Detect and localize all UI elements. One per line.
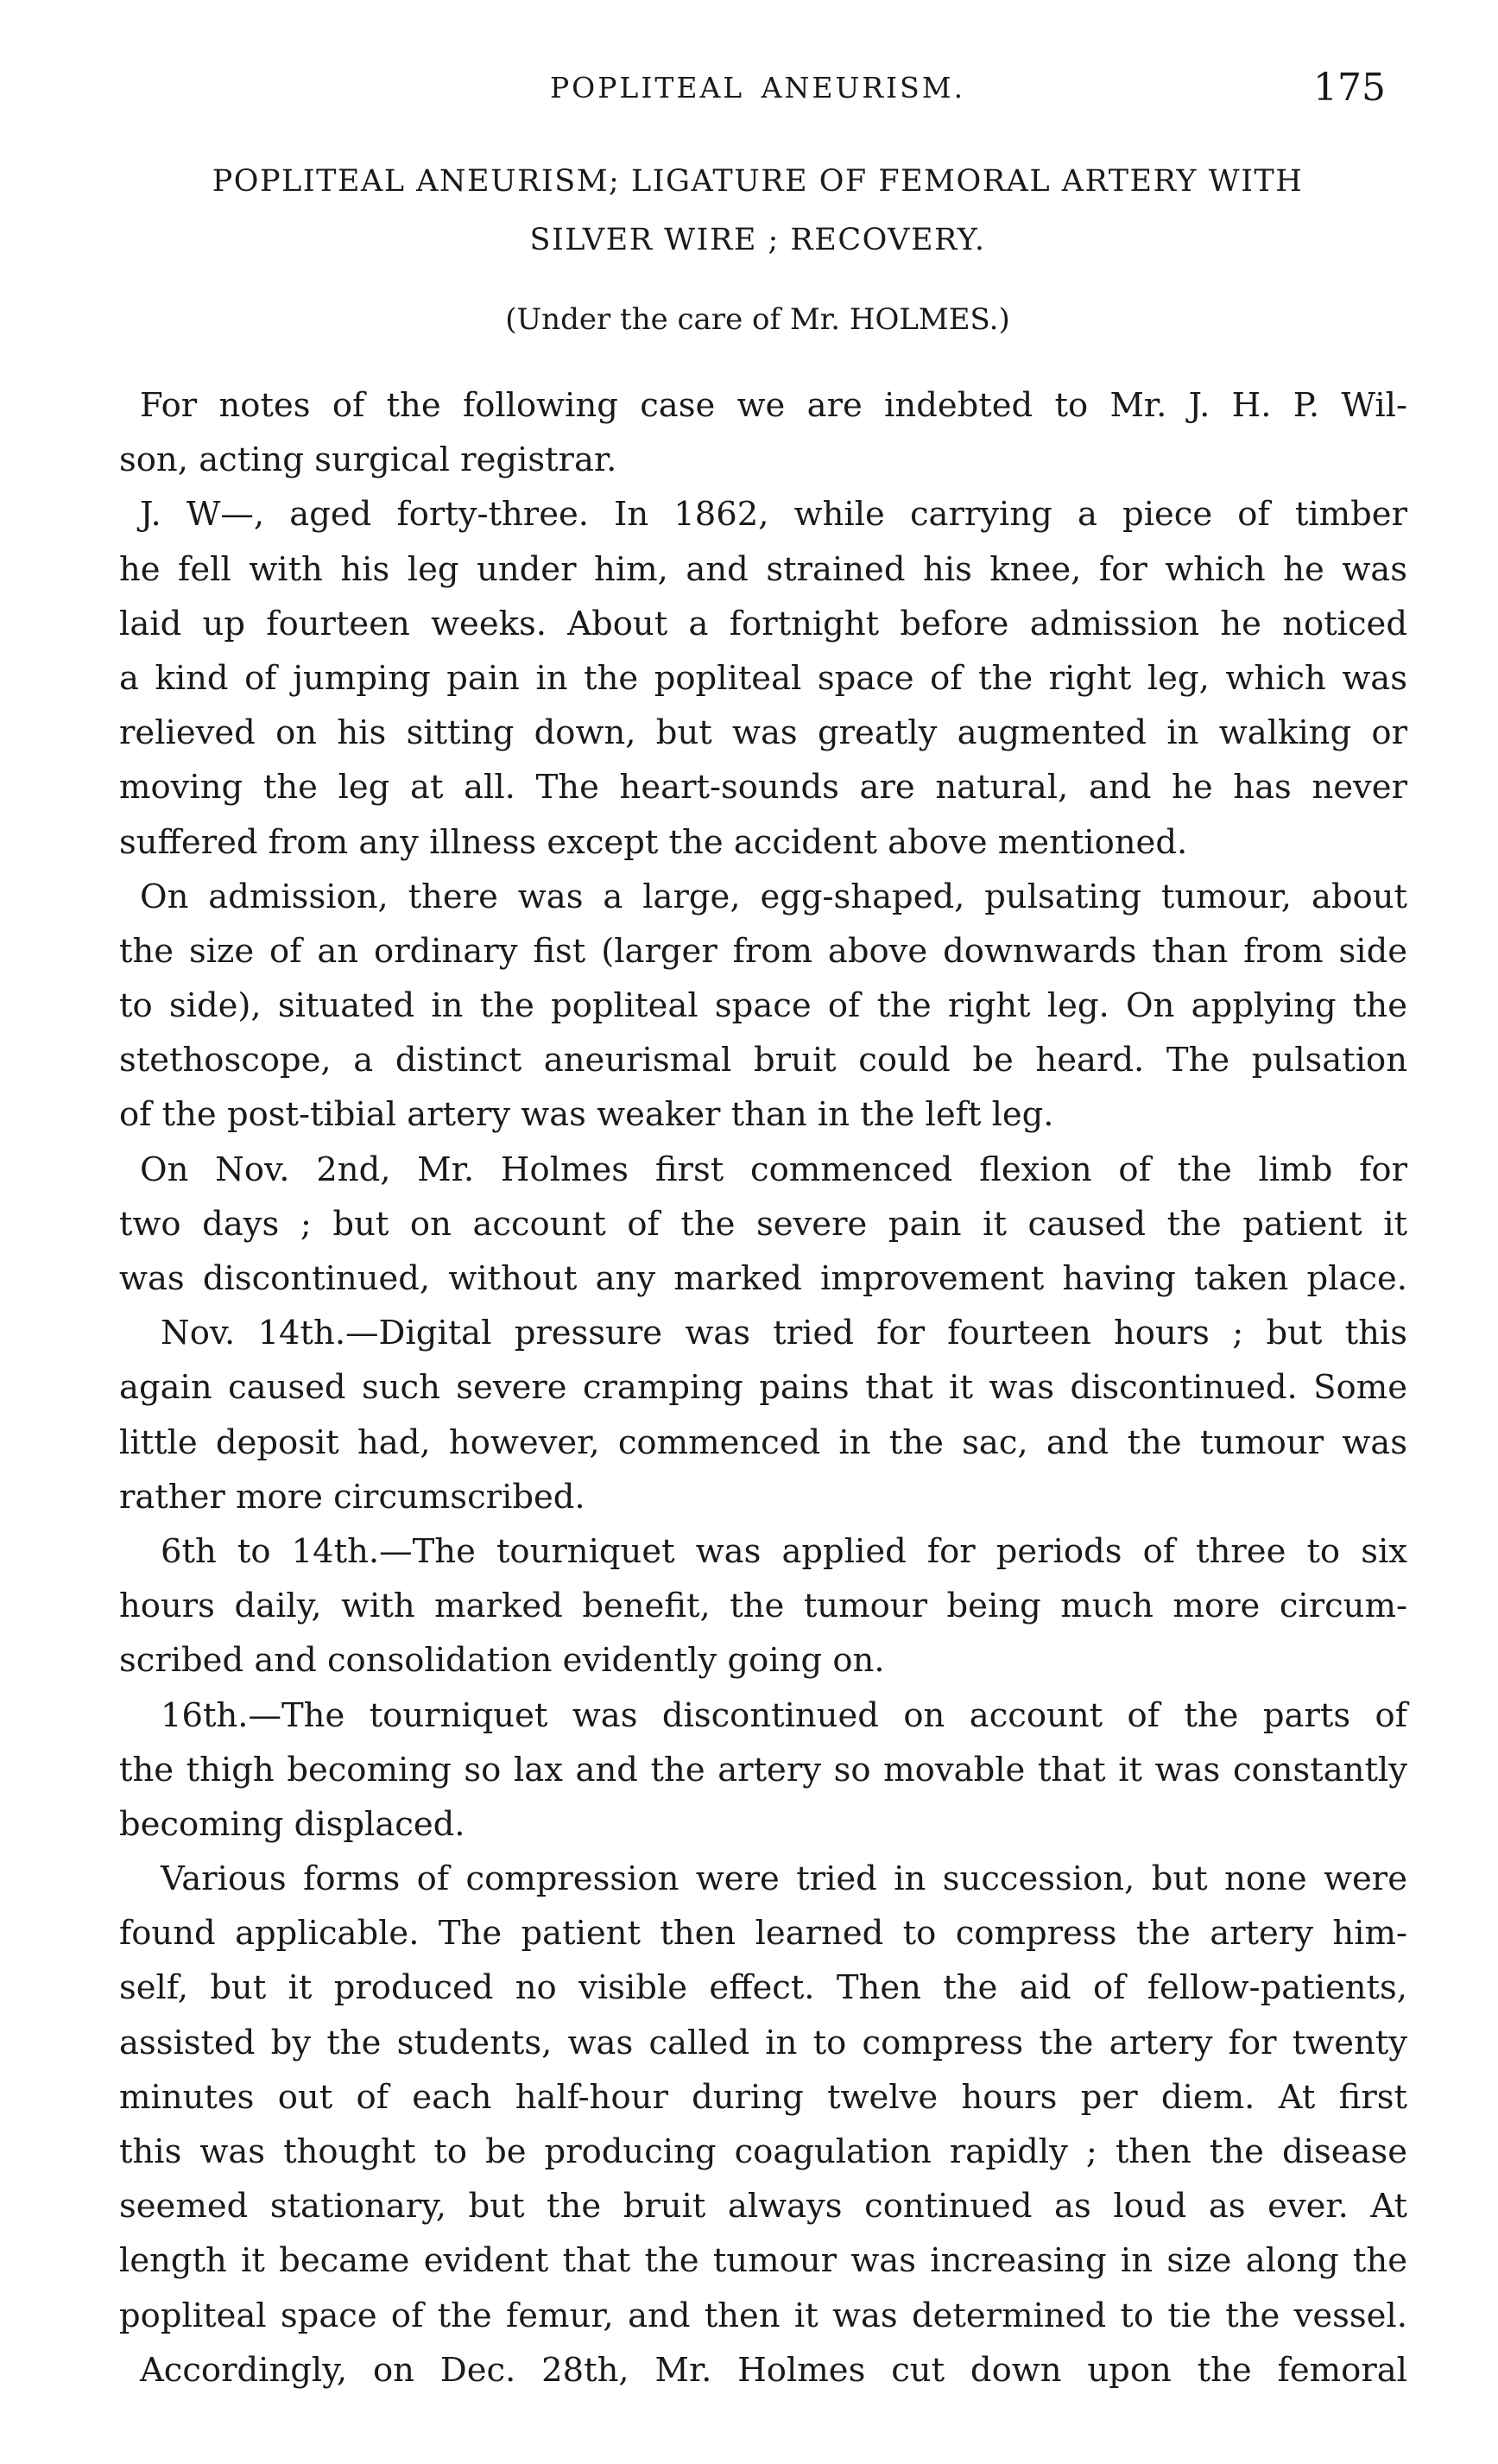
- body-line: rather more circumscribed.: [119, 1477, 585, 1517]
- body-line: On Nov. 2nd, Mr. Holmes first commenced flexion of the limb for: [140, 1150, 1407, 1189]
- body-line: to side), situated in the popliteal space of the right leg. On applying the: [119, 986, 1407, 1026]
- body-line: the size of an ordinary fist (larger from above downwards than from side: [119, 931, 1407, 971]
- body-line: the thigh becoming so lax and the artery so movable that it was constantly: [119, 1750, 1407, 1789]
- body-line: Nov. 14th.—Digital pressure was tried for fourteen hours ; but this: [161, 1314, 1407, 1353]
- page-number: 175: [1313, 66, 1386, 110]
- body-line: laid up fourteen weeks. About a fortnight before admission he noticed: [119, 604, 1407, 643]
- article-title-line-1: POPLITEAL ANEURISM; LIGATURE OF FEMORAL ARTERY WITH: [212, 164, 1304, 199]
- article-title: [121, 152, 1394, 269]
- body-line: a kind of jumping pain in the popliteal space of the right leg, which was: [119, 658, 1407, 698]
- body-line: of the post-tibial artery was weaker than in the left leg.: [119, 1095, 1054, 1135]
- body-line: popliteal space of the femur, and then it was determined to tie the vessel.: [119, 2296, 1407, 2335]
- body-line: 16th.—The tourniquet was discontinued on account of the parts of: [161, 1695, 1407, 1735]
- body-line: seemed stationary, but the bruit always continued as loud as ever. At: [119, 2187, 1407, 2226]
- body-line: Accordingly, on Dec. 28th, Mr. Holmes cut down upon the femoral: [140, 2350, 1407, 2390]
- care-note: (Under the care of Mr. HOLMES.): [505, 302, 1010, 337]
- body-line: For notes of the following case we are indebted to Mr. J. H. P. Wil-: [140, 386, 1407, 425]
- running-head: [130, 66, 1386, 119]
- body-line: relieved on his sitting down, but was greatly augmented in walking or: [119, 713, 1407, 753]
- body-line: J. W—, aged forty-three. In 1862, while carrying a piece of timber: [140, 495, 1407, 535]
- article-title-line-2: SILVER WIRE ; RECOVERY.: [529, 223, 986, 257]
- body-line: moving the leg at all. The heart-sounds are natural, and he has never: [119, 768, 1407, 808]
- body-line: suffered from any illness except the accident above mentioned.: [119, 822, 1188, 862]
- body-line: On admission, there was a large, egg-shaped, pulsating tumour, about: [140, 877, 1407, 916]
- body-line: scribed and consolidation evidently going on.: [119, 1641, 885, 1681]
- body-line: again caused such severe cramping pains that it was discontinued. Some: [119, 1368, 1407, 1408]
- body-line: self, but it produced no visible effect. Then the aid of fellow-patients,: [119, 1968, 1407, 2008]
- body-line: becoming displaced.: [119, 1804, 465, 1844]
- body-line: found applicable. The patient then learned to compress the artery him-: [119, 1914, 1407, 1954]
- body-line: minutes out of each half-hour during twelve hours per diem. At first: [119, 2077, 1407, 2117]
- body-line: two days ; but on account of the severe pain it caused the patient it: [119, 1204, 1407, 1244]
- body-line: length it became evident that the tumour was increasing in size along the: [119, 2241, 1407, 2281]
- body-line: hours daily, with marked benefit, the tumour being much more circum-: [119, 1587, 1407, 1626]
- body-line: assisted by the students, was called in to compress the artery for twenty: [119, 2023, 1407, 2062]
- running-head-title: POPLITEAL ANEURISM.: [549, 71, 966, 105]
- article-body: [119, 378, 1407, 2397]
- body-line: was discontinued, without any marked improvement having taken place.: [119, 1259, 1407, 1298]
- body-line: this was thought to be producing coagulation rapidly ; then the disease: [119, 2132, 1407, 2171]
- body-line: son, acting surgical registrar.: [119, 440, 617, 480]
- body-line: Various forms of compression were tried in succession, but none were: [161, 1859, 1407, 1899]
- body-line: 6th to 14th.—The tourniquet was applied for periods of three to six: [161, 1531, 1407, 1571]
- body-line: stethoscope, a distinct aneurismal bruit could be heard. The pulsation: [119, 1041, 1407, 1080]
- body-line: he fell with his leg under him, and strained his knee, for which he was: [119, 549, 1407, 589]
- body-line: little deposit had, however, commenced in the sac, and the tumour was: [119, 1422, 1407, 1462]
